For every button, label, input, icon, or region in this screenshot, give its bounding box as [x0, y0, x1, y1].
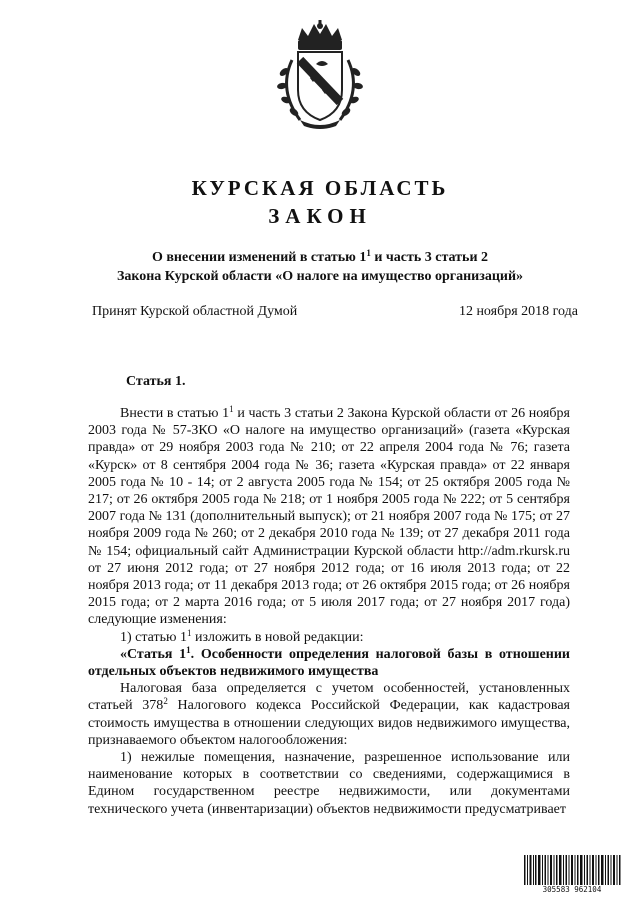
law-subject [80, 248, 560, 286]
item-1-paragraph [88, 629, 570, 646]
document-type-title: ЗАКОН [268, 204, 372, 228]
new-title-part-b: . Особенности определения налоговой базы в отношении отдельных объектов недвижимого имущества [88, 646, 570, 680]
subject-line1-part-b: и часть 3 статьи 2 [370, 250, 489, 265]
subject-line2: Закона Курской области «О налоге на имущество организаций» [116, 269, 524, 284]
base-part-b: Налогового кодекса Российской Федерации, как кадастровая стоимость имущества в отношении следующих видов недвижимого имущества, признаваемого объектом налогообложения: [88, 698, 570, 748]
base-part-a: Налоговая база определяется с учетом особенностей, установленных статьей 378 [88, 681, 570, 714]
new-title-superscript: 1 [186, 644, 191, 655]
item1-part-a: 1) статью 1 [120, 629, 187, 645]
intro-part-a: Внести в статью 1 [120, 406, 230, 421]
item1-superscript: 1 [186, 627, 192, 638]
new-title-part-a: «Статья 1 [120, 646, 187, 662]
barcode-number: 305583 962104 [522, 885, 622, 894]
subject-line1-superscript: 1 [366, 248, 371, 258]
region-title: КУРСКАЯ ОБЛАСТЬ [191, 176, 449, 200]
point-1-paragraph: 1) нежилые помещения, назначение, разрешенное использование или наименование которых в соответствии со сведениями, содержащимися в Едином государственном реестре недвижимости, или документами технического учета (инвентаризации) объектов недвижимости предусматривает [88, 750, 570, 817]
subject-line1-part-a: О внесении изменений в статью 1 [151, 250, 367, 265]
item1-part-b: изложить в новой редакции: [191, 629, 364, 645]
article-intro-paragraph [88, 405, 570, 629]
tax-base-paragraph [88, 680, 570, 749]
article-title: Статья 1. [126, 374, 186, 389]
adopted-by: Принят Курской областной Думой [92, 304, 298, 319]
article-body [88, 405, 570, 818]
intro-superscript: 1 [229, 404, 234, 414]
new-article-title [88, 646, 570, 680]
intro-part-b: и часть 3 статьи 2 Закона Курской области от 26 ноября 2003 года № 57-ЗКО «О налоге на имущество организаций» (газета «Курская правда» от 29 ноября 2003 года № 210; от 22 апреля 2004 года № 76; газета «Курск» от 8 сентября 2004 года № 36; газета «Курская правда» от 22 января 2005 года № 10 - 14; от 2 августа 2005 года № 154; от 25 октября 2005 года № 217; от 26 октября 2005 года № 218; от 1 ноября 2005 года № 222; от 5 сентября 2007 года № 131 (дополнительный выпуск); от 21 ноября 2007 года № 175; от 27 ноября 2009 года № 260; от 2 декабря 2010 года № 139; от 27 декабря 2011 года № 154; официальный сайт Администрации Курской области http://adm.rkursk.ru от 27 июня 2012 года; от 27 ноября 2012 года; от 16 июля 2013 года; от 22 ноября 2013 года; от 11 декабря 2013 года; от 26 октября 2015 года; от 26 ноября 2015 года; от 2 марта 2016 года; от 5 июля 2017 года; от 27 ноября 2017 года) следующие изменения: [88, 406, 570, 628]
base-superscript: 2 [163, 696, 168, 707]
adoption-date: 12 ноября 2018 года [458, 304, 578, 319]
kursk-coat-of-arms-icon [270, 20, 370, 132]
